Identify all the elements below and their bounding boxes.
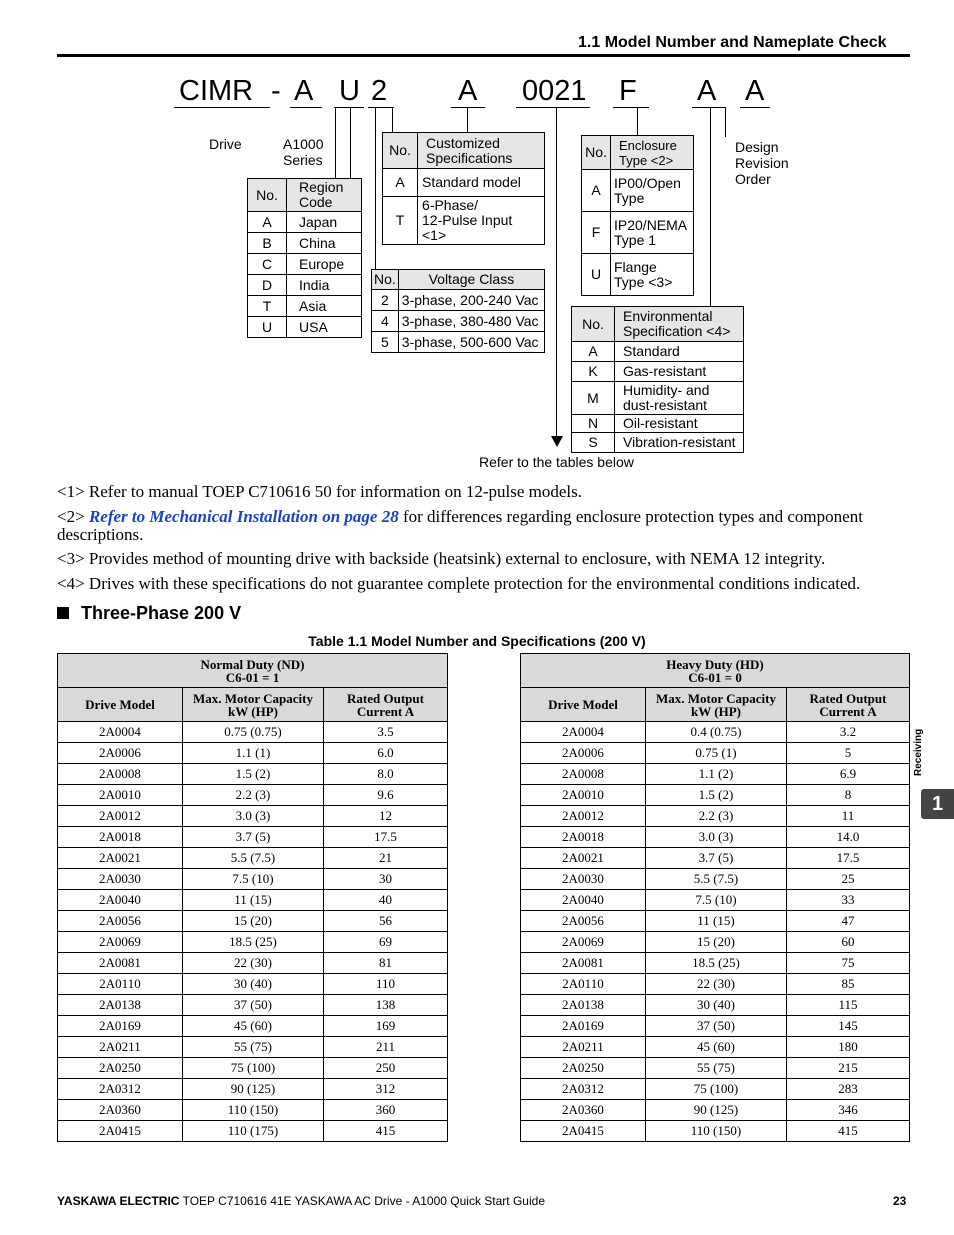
table-row bbox=[521, 869, 910, 890]
motor-capacity-cell: 2.2 (3) bbox=[183, 785, 324, 806]
footer bbox=[57, 1194, 545, 1208]
square-bullet-icon bbox=[57, 607, 69, 619]
rated-current-cell: 21 bbox=[324, 848, 448, 869]
drive-model-cell: 2A0211 bbox=[521, 1037, 646, 1058]
motor-capacity-cell: 1.1 (2) bbox=[646, 764, 787, 785]
drive-model-cell: 2A0012 bbox=[521, 806, 646, 827]
motor-capacity-cell: 22 (30) bbox=[646, 974, 787, 995]
underline-series bbox=[290, 107, 322, 108]
label-design-3: Order bbox=[735, 171, 771, 187]
rated-current-cell: 346 bbox=[787, 1100, 910, 1121]
rated-current-cell: 9.6 bbox=[324, 785, 448, 806]
note-4: <4> Drives with these specifications do not guarantee complete protection for the environmental conditions indicated. bbox=[57, 574, 861, 593]
table-row bbox=[521, 806, 910, 827]
table-row bbox=[58, 785, 448, 806]
motor-capacity-cell: 15 (20) bbox=[183, 911, 324, 932]
drive-model-cell: 2A0312 bbox=[58, 1079, 183, 1100]
drive-model-cell: 2A0010 bbox=[58, 785, 183, 806]
rated-current-cell: 8.0 bbox=[324, 764, 448, 785]
motor-capacity-cell: 3.0 (3) bbox=[646, 827, 787, 848]
rated-current-cell: 5 bbox=[787, 743, 910, 764]
motor-capacity-cell: 3.7 (5) bbox=[183, 827, 324, 848]
table-row bbox=[521, 1037, 910, 1058]
table-row bbox=[58, 932, 448, 953]
table-row bbox=[58, 995, 448, 1016]
nd-col-model: Drive Model bbox=[58, 688, 183, 722]
table-row bbox=[58, 848, 448, 869]
table-row bbox=[521, 743, 910, 764]
footer-doc: TOEP C710616 41E YASKAWA AC Drive - A1000 Quick Start Guide bbox=[179, 1194, 545, 1208]
mechanical-installation-link[interactable]: Refer to Mechanical Installation on page 28 bbox=[88, 507, 399, 526]
drive-model-cell: 2A0008 bbox=[521, 764, 646, 785]
custom-spec-table: No. Customized Specifications A Standard model T 6-Phase/ 12-Pulse Input <1> bbox=[382, 132, 545, 245]
motor-capacity-cell: 5.5 (7.5) bbox=[646, 869, 787, 890]
drive-model-cell: 2A0056 bbox=[58, 911, 183, 932]
motor-capacity-cell: 55 (75) bbox=[183, 1037, 324, 1058]
drive-model-cell: 2A0012 bbox=[58, 806, 183, 827]
table-row bbox=[521, 1058, 910, 1079]
connector-custom bbox=[467, 107, 468, 132]
drive-model-cell: 2A0004 bbox=[521, 722, 646, 743]
table-row bbox=[58, 1016, 448, 1037]
label-design-1: Design bbox=[735, 139, 779, 155]
table-row bbox=[58, 1121, 448, 1142]
table-caption: Table 1.1 Model Number and Specifications (200 V) bbox=[308, 633, 646, 649]
code-enclosure: F bbox=[619, 75, 637, 107]
drive-model-cell: 2A0008 bbox=[58, 764, 183, 785]
rated-current-cell: 110 bbox=[324, 974, 448, 995]
motor-capacity-cell: 110 (150) bbox=[646, 1121, 787, 1142]
drive-model-cell: 2A0006 bbox=[58, 743, 183, 764]
rated-current-cell: 415 bbox=[787, 1121, 910, 1142]
drive-model-cell: 2A0138 bbox=[521, 995, 646, 1016]
motor-capacity-cell: 3.0 (3) bbox=[183, 806, 324, 827]
rated-current-cell: 211 bbox=[324, 1037, 448, 1058]
table-row bbox=[521, 1016, 910, 1037]
motor-capacity-cell: 22 (30) bbox=[183, 953, 324, 974]
code-custom: A bbox=[458, 75, 478, 107]
motor-capacity-cell: 45 (60) bbox=[183, 1016, 324, 1037]
underline-cimr bbox=[174, 107, 270, 108]
motor-capacity-cell: 90 (125) bbox=[646, 1100, 787, 1121]
table-row bbox=[58, 806, 448, 827]
motor-capacity-cell: 7.5 (10) bbox=[646, 890, 787, 911]
code-design: A bbox=[745, 75, 765, 107]
connector-voltage bbox=[375, 107, 376, 270]
label-refer: Refer to the tables below bbox=[479, 454, 634, 470]
connector-current bbox=[556, 107, 557, 437]
table-row bbox=[521, 722, 910, 743]
table-row bbox=[58, 974, 448, 995]
rated-current-cell: 14.0 bbox=[787, 827, 910, 848]
normal-duty-table bbox=[57, 653, 448, 1142]
header-rule bbox=[57, 54, 910, 57]
connector-region bbox=[335, 107, 336, 179]
table-row bbox=[58, 1100, 448, 1121]
drive-model-cell: 2A0040 bbox=[521, 890, 646, 911]
table-row bbox=[521, 953, 910, 974]
drive-model-cell: 2A0006 bbox=[521, 743, 646, 764]
code-a-series: A bbox=[294, 75, 314, 107]
table-row bbox=[521, 785, 910, 806]
motor-capacity-cell: 0.75 (0.75) bbox=[183, 722, 324, 743]
drive-model-cell: 2A0110 bbox=[521, 974, 646, 995]
table-row bbox=[521, 890, 910, 911]
motor-capacity-cell: 1.5 (2) bbox=[183, 764, 324, 785]
drive-model-cell: 2A0030 bbox=[58, 869, 183, 890]
nd-col-capacity: Max. Motor Capacity kW (HP) bbox=[183, 688, 324, 722]
table-row bbox=[58, 827, 448, 848]
drive-model-cell: 2A0211 bbox=[58, 1037, 183, 1058]
drive-model-cell: 2A0250 bbox=[58, 1058, 183, 1079]
note-2: <2> Refer to Mechanical Installation on page 28 for differences regarding enclosure protection types and component descriptions. bbox=[57, 507, 863, 544]
drive-model-cell: 2A0069 bbox=[58, 932, 183, 953]
drive-model-cell: 2A0110 bbox=[58, 974, 183, 995]
code-dash: - bbox=[271, 75, 281, 107]
table-row bbox=[521, 1121, 910, 1142]
motor-capacity-cell: 75 (100) bbox=[646, 1079, 787, 1100]
rated-current-cell: 250 bbox=[324, 1058, 448, 1079]
motor-capacity-cell: 18.5 (25) bbox=[183, 932, 324, 953]
drive-model-cell: 2A0018 bbox=[58, 827, 183, 848]
table-row bbox=[58, 743, 448, 764]
motor-capacity-cell: 0.75 (1) bbox=[646, 743, 787, 764]
rated-current-cell: 215 bbox=[787, 1058, 910, 1079]
table-row bbox=[521, 848, 910, 869]
code-region: U bbox=[339, 75, 360, 107]
drive-model-cell: 2A0081 bbox=[521, 953, 646, 974]
drive-model-cell: 2A0004 bbox=[58, 722, 183, 743]
underline-environment bbox=[692, 107, 726, 108]
motor-capacity-cell: 30 (40) bbox=[646, 995, 787, 1016]
drive-model-cell: 2A0138 bbox=[58, 995, 183, 1016]
motor-capacity-cell: 15 (20) bbox=[646, 932, 787, 953]
motor-capacity-cell: 30 (40) bbox=[183, 974, 324, 995]
hd-group-header: Heavy Duty (HD) C6-01 = 0 bbox=[521, 654, 910, 688]
footer-brand: YASKAWA ELECTRIC bbox=[57, 1194, 180, 1208]
connector-custom-b bbox=[392, 107, 393, 132]
drive-model-cell: 2A0018 bbox=[521, 827, 646, 848]
rated-current-cell: 6.0 bbox=[324, 743, 448, 764]
motor-capacity-cell: 110 (150) bbox=[183, 1100, 324, 1121]
arrow-down-icon bbox=[551, 436, 563, 447]
motor-capacity-cell: 75 (100) bbox=[183, 1058, 324, 1079]
code-voltage: 2 bbox=[371, 75, 388, 107]
underline-current bbox=[516, 107, 590, 108]
table-row bbox=[521, 974, 910, 995]
nd-col-current: Rated Output Current A bbox=[324, 688, 448, 722]
table-row bbox=[58, 911, 448, 932]
motor-capacity-cell: 37 (50) bbox=[646, 1016, 787, 1037]
rated-current-cell: 30 bbox=[324, 869, 448, 890]
rated-current-cell: 75 bbox=[787, 953, 910, 974]
region-code-table: No. Region Code A Japan B China C Europe D India T Asia U USA bbox=[247, 178, 362, 338]
drive-model-cell: 2A0360 bbox=[521, 1100, 646, 1121]
page-number: 23 bbox=[893, 1194, 907, 1208]
rated-current-cell: 115 bbox=[787, 995, 910, 1016]
connector-enclosure bbox=[637, 107, 638, 135]
drive-model-cell: 2A0010 bbox=[521, 785, 646, 806]
underline-enclosure bbox=[613, 107, 649, 108]
motor-capacity-cell: 110 (175) bbox=[183, 1121, 324, 1142]
rated-current-cell: 17.5 bbox=[324, 827, 448, 848]
table-row bbox=[521, 995, 910, 1016]
hd-col-current: Rated Output Current A bbox=[787, 688, 910, 722]
region-head-name: Region Code bbox=[287, 179, 362, 212]
note-1: <1> Refer to manual TOEP C710616 50 for information on 12-pulse models. bbox=[57, 482, 583, 501]
rated-current-cell: 6.9 bbox=[787, 764, 910, 785]
underline-custom bbox=[451, 107, 485, 108]
rated-current-cell: 85 bbox=[787, 974, 910, 995]
rated-current-cell: 56 bbox=[324, 911, 448, 932]
label-series-1: A1000 bbox=[283, 136, 324, 152]
underline-region bbox=[334, 107, 364, 108]
drive-model-cell: 2A0360 bbox=[58, 1100, 183, 1121]
table-row bbox=[58, 1079, 448, 1100]
label-series-2: Series bbox=[283, 152, 323, 168]
drive-model-cell: 2A0250 bbox=[521, 1058, 646, 1079]
underline-design bbox=[740, 107, 770, 108]
side-section-label: Receiving bbox=[913, 728, 924, 776]
drive-model-cell: 2A0030 bbox=[521, 869, 646, 890]
drive-model-cell: 2A0040 bbox=[58, 890, 183, 911]
enclosure-type-table: No. Enclosure Type <2> A IP00/Open Type F IP20/NEMA Type 1 U Flange Type <3> bbox=[581, 135, 694, 296]
rated-current-cell: 81 bbox=[324, 953, 448, 974]
rated-current-cell: 25 bbox=[787, 869, 910, 890]
region-head-no: No. bbox=[248, 179, 287, 212]
motor-capacity-cell: 11 (15) bbox=[183, 890, 324, 911]
heavy-duty-table bbox=[520, 653, 910, 1142]
motor-capacity-cell: 37 (50) bbox=[183, 995, 324, 1016]
rated-current-cell: 415 bbox=[324, 1121, 448, 1142]
motor-capacity-cell: 3.7 (5) bbox=[646, 848, 787, 869]
drive-model-cell: 2A0169 bbox=[521, 1016, 646, 1037]
drive-model-cell: 2A0021 bbox=[58, 848, 183, 869]
rated-current-cell: 17.5 bbox=[787, 848, 910, 869]
table-row bbox=[58, 890, 448, 911]
table-row bbox=[521, 827, 910, 848]
table-row bbox=[521, 1079, 910, 1100]
rated-current-cell: 360 bbox=[324, 1100, 448, 1121]
motor-capacity-cell: 90 (125) bbox=[183, 1079, 324, 1100]
drive-model-cell: 2A0081 bbox=[58, 953, 183, 974]
drive-model-cell: 2A0069 bbox=[521, 932, 646, 953]
table-row bbox=[58, 722, 448, 743]
rated-current-cell: 3.2 bbox=[787, 722, 910, 743]
table-row bbox=[58, 953, 448, 974]
rated-current-cell: 138 bbox=[324, 995, 448, 1016]
motor-capacity-cell: 7.5 (10) bbox=[183, 869, 324, 890]
motor-capacity-cell: 0.4 (0.75) bbox=[646, 722, 787, 743]
rated-current-cell: 11 bbox=[787, 806, 910, 827]
rated-current-cell: 40 bbox=[324, 890, 448, 911]
connector-environment bbox=[710, 107, 711, 307]
code-environment: A bbox=[697, 75, 717, 107]
connector-region-b bbox=[350, 107, 351, 179]
underline-voltage bbox=[368, 107, 394, 108]
voltage-class-table: No. Voltage Class 2 3-phase, 200-240 Vac 4 3-phase, 380-480 Vac 5 3-phase, 500-600 Vac bbox=[371, 269, 545, 353]
rated-current-cell: 145 bbox=[787, 1016, 910, 1037]
nd-group-header: Normal Duty (ND) C6-01 = 1 bbox=[58, 654, 448, 688]
rated-current-cell: 12 bbox=[324, 806, 448, 827]
drive-model-cell: 2A0169 bbox=[58, 1016, 183, 1037]
rated-current-cell: 47 bbox=[787, 911, 910, 932]
label-design-2: Revision bbox=[735, 155, 789, 171]
drive-model-cell: 2A0021 bbox=[521, 848, 646, 869]
section-heading: Three-Phase 200 V bbox=[57, 603, 241, 624]
hd-col-model: Drive Model bbox=[521, 688, 646, 722]
rated-current-cell: 180 bbox=[787, 1037, 910, 1058]
table-row bbox=[58, 1058, 448, 1079]
motor-capacity-cell: 5.5 (7.5) bbox=[183, 848, 324, 869]
rated-current-cell: 8 bbox=[787, 785, 910, 806]
motor-capacity-cell: 55 (75) bbox=[646, 1058, 787, 1079]
rated-current-cell: 3.5 bbox=[324, 722, 448, 743]
drive-model-cell: 2A0415 bbox=[521, 1121, 646, 1142]
connector-design bbox=[725, 107, 726, 137]
table-row bbox=[521, 764, 910, 785]
chapter-tab[interactable]: 1 bbox=[921, 789, 954, 819]
code-cimr: CIMR bbox=[179, 75, 254, 107]
rated-current-cell: 169 bbox=[324, 1016, 448, 1037]
table-row bbox=[521, 1100, 910, 1121]
drive-model-cell: 2A0312 bbox=[521, 1079, 646, 1100]
motor-capacity-cell: 18.5 (25) bbox=[646, 953, 787, 974]
table-row bbox=[58, 1037, 448, 1058]
code-current: 0021 bbox=[522, 75, 587, 107]
table-row bbox=[521, 911, 910, 932]
hd-col-capacity: Max. Motor Capacity kW (HP) bbox=[646, 688, 787, 722]
motor-capacity-cell: 45 (60) bbox=[646, 1037, 787, 1058]
motor-capacity-cell: 11 (15) bbox=[646, 911, 787, 932]
motor-capacity-cell: 1.1 (1) bbox=[183, 743, 324, 764]
table-row bbox=[521, 932, 910, 953]
label-drive: Drive bbox=[209, 136, 242, 152]
table-row bbox=[58, 764, 448, 785]
page-section-title: 1.1 Model Number and Nameplate Check bbox=[578, 34, 887, 51]
rated-current-cell: 312 bbox=[324, 1079, 448, 1100]
rated-current-cell: 283 bbox=[787, 1079, 910, 1100]
rated-current-cell: 60 bbox=[787, 932, 910, 953]
note-3: <3> Provides method of mounting drive with backside (heatsink) external to enclosure, with NEMA 12 integrity. bbox=[57, 549, 826, 568]
motor-capacity-cell: 1.5 (2) bbox=[646, 785, 787, 806]
motor-capacity-cell: 2.2 (3) bbox=[646, 806, 787, 827]
rated-current-cell: 69 bbox=[324, 932, 448, 953]
drive-model-cell: 2A0415 bbox=[58, 1121, 183, 1142]
environment-spec-table: No. Environmental Specification <4> A Standard K Gas-resistant M Humidity- and dust-resistant N Oil-resistant S Vibration-resistant bbox=[571, 306, 744, 453]
rated-current-cell: 33 bbox=[787, 890, 910, 911]
table-row bbox=[58, 869, 448, 890]
drive-model-cell: 2A0056 bbox=[521, 911, 646, 932]
